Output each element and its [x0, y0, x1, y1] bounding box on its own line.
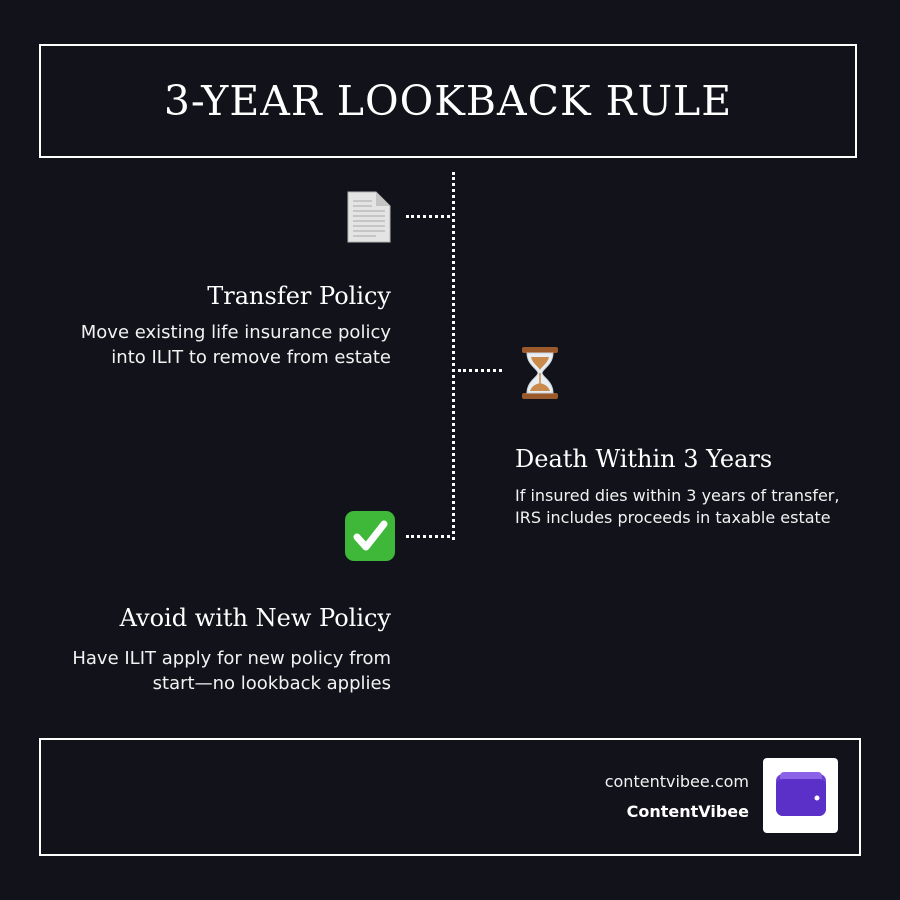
- brand-logo[interactable]: [763, 758, 838, 833]
- hourglass-icon: [520, 346, 560, 404]
- step-1-desc-line-1: Move existing life insurance policy: [80, 322, 391, 343]
- connector-step-1: [406, 215, 450, 218]
- step-2-desc-line-2: IRS includes proceeds in taxable estate: [515, 508, 831, 527]
- step-2-desc-line-1: If insured dies within 3 years of transfer,: [515, 486, 840, 505]
- brand-name: ContentVibee: [626, 802, 749, 821]
- step-2-title: Death Within 3 Years: [515, 445, 773, 473]
- footer-box: [39, 738, 861, 856]
- step-1-description: [0, 320, 391, 370]
- step-1-desc-line-2: into ILIT to remove from estate: [111, 347, 391, 368]
- document-icon: [346, 191, 392, 247]
- step-3-desc-line-1: Have ILIT apply for new policy from: [72, 648, 391, 669]
- step-3-title: Avoid with New Policy: [119, 604, 391, 632]
- website-link[interactable]: contentvibee.com: [604, 772, 749, 791]
- timeline-line: [452, 172, 455, 540]
- connector-step-2: [458, 369, 502, 372]
- step-3-desc-line-2: start—no lookback applies: [152, 673, 391, 694]
- step-2-description: [515, 485, 895, 529]
- title-box: [39, 44, 857, 158]
- page-title: 3-YEAR LOOKBACK RULE: [163, 77, 733, 125]
- connector-step-3: [406, 535, 450, 538]
- check-mark-icon: [344, 510, 396, 566]
- step-1-title: Transfer Policy: [207, 282, 391, 310]
- step-3-description: [0, 646, 391, 696]
- wallet-icon: [774, 770, 828, 822]
